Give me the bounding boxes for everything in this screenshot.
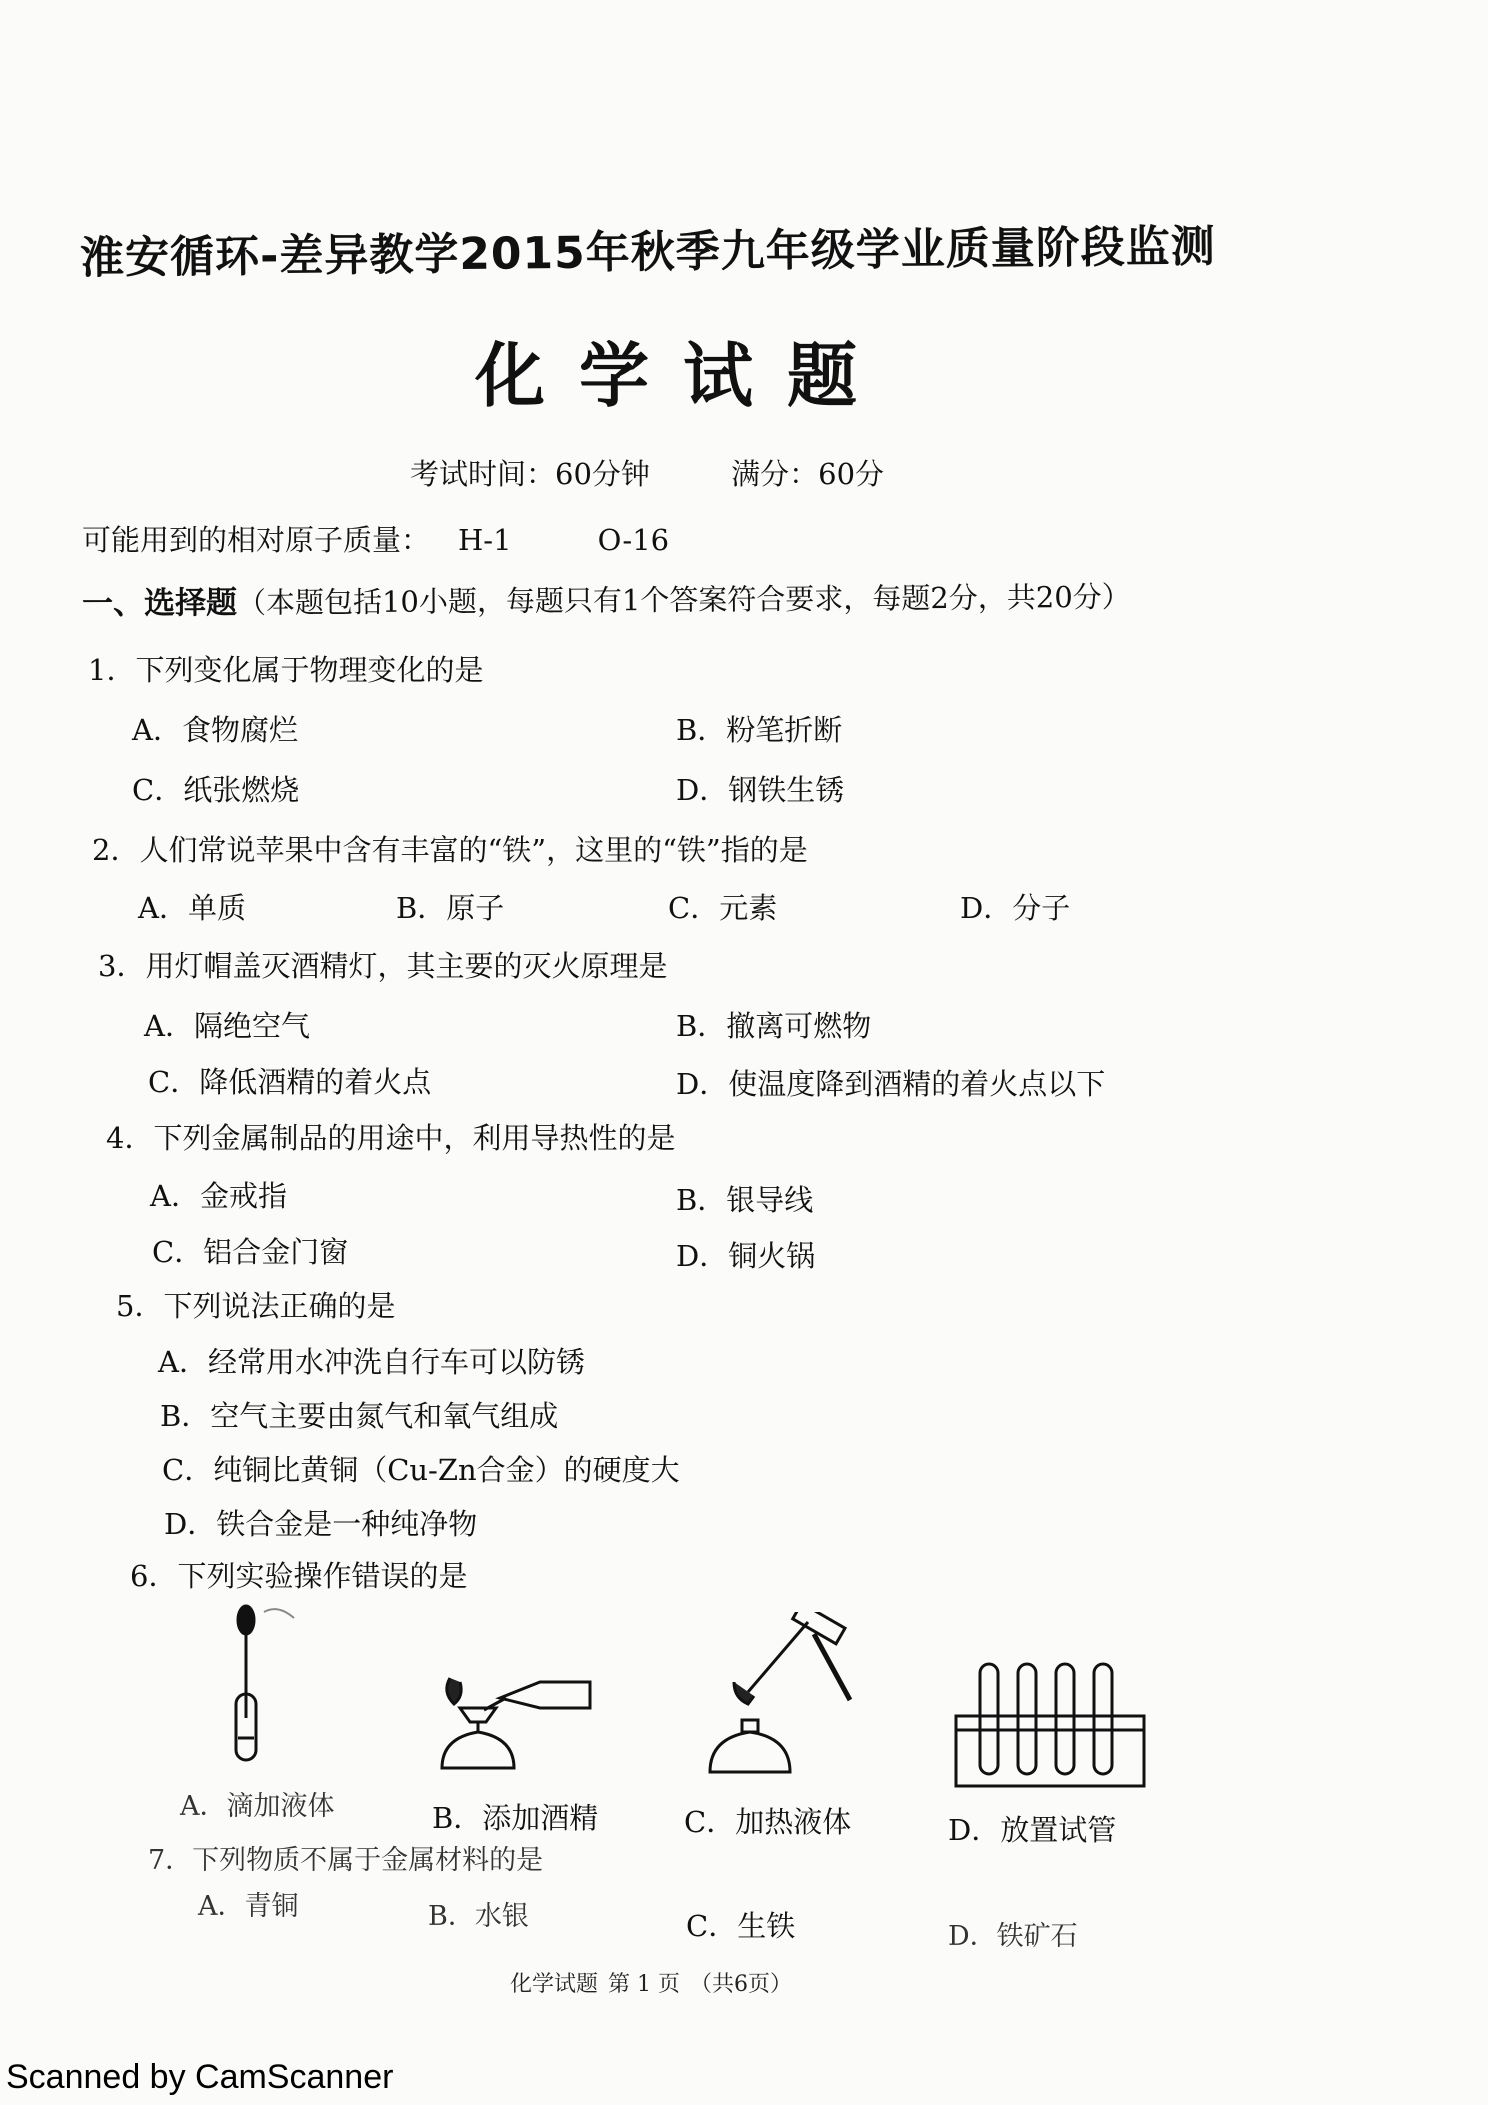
- page-footer: [510, 1967, 802, 1998]
- question-option: D．铁矿石: [948, 1921, 1078, 1952]
- footer-total: （共6页）: [690, 1972, 792, 1997]
- question-stem: 7．下列物质不属于金属材料的是: [148, 1845, 544, 1876]
- exam-header-title: 淮安循环-差异教学2015年秋季九年级学业质量阶段监测: [79, 221, 1216, 284]
- exam-meta: [410, 452, 956, 493]
- question-stem: 1．下列变化属于物理变化的是: [88, 653, 484, 687]
- question-stem: 2．人们常说苹果中含有丰富的“铁”，这里的“铁”指的是: [92, 833, 808, 867]
- question-option: A．隔绝空气: [144, 1009, 310, 1043]
- figure-caption: D．放置试管: [948, 1813, 1117, 1847]
- question-option: D．使温度降到酒精的着火点以下: [676, 1067, 1106, 1101]
- figure-caption: C．加热液体: [684, 1805, 852, 1839]
- question-stem: 3．用灯帽盖灭酒精灯，其主要的灭火原理是: [98, 949, 668, 983]
- question-stem: 6．下列实验操作错误的是: [130, 1559, 468, 1593]
- footer-subject: 化学试题: [510, 1972, 599, 1997]
- atomic-mass-h: H-1: [458, 523, 512, 557]
- section-title: 一、选择题: [81, 584, 238, 622]
- question-option: D．分子: [960, 891, 1071, 925]
- question-option: A．金戒指: [150, 1179, 287, 1213]
- question-option: B．水银: [428, 1901, 529, 1932]
- full-score: 满分：60分: [731, 457, 885, 491]
- question-option: C．铝合金门窗: [152, 1235, 349, 1269]
- question-option: C．纸张燃烧: [132, 773, 300, 807]
- question-option: A．经常用水冲洗自行车可以防锈: [158, 1345, 585, 1379]
- question-option: A．食物腐烂: [132, 713, 298, 747]
- figure-caption: B．添加酒精: [432, 1801, 599, 1835]
- dropper-figure: [200, 1598, 310, 1768]
- heating-liquid-figure: [690, 1612, 860, 1782]
- question-option: B．原子: [396, 891, 505, 925]
- atomic-mass-label: 可能用到的相对原子质量：: [82, 523, 431, 557]
- question-stem: 5．下列说法正确的是: [116, 1289, 396, 1323]
- section-desc: （本题包括10小题，每题只有1个答案符合要求，每题2分，共20分）: [236, 579, 1131, 620]
- question-option: D．铜火锅: [676, 1239, 816, 1273]
- question-option: B．银导线: [676, 1183, 814, 1217]
- question-option: C．生铁: [686, 1909, 796, 1943]
- question-stem: 4．下列金属制品的用途中，利用导热性的是: [106, 1121, 676, 1155]
- question-option: C．降低酒精的着火点: [148, 1065, 432, 1099]
- test-tube-rack-figure: [950, 1660, 1150, 1790]
- question-option: C．纯铜比黄铜（Cu-Zn合金）的硬度大: [162, 1453, 680, 1487]
- atomic-mass-line: [82, 518, 669, 559]
- question-option: B．空气主要由氮气和氧气组成: [160, 1399, 559, 1433]
- section-heading: [82, 571, 1131, 623]
- footer-page: 第 1 页: [608, 1972, 680, 1997]
- question-option: D．钢铁生锈: [676, 773, 845, 807]
- question-option: A．单质: [138, 891, 246, 925]
- figure-caption: A．滴加液体: [180, 1791, 335, 1822]
- adding-alcohol-figure: [420, 1658, 600, 1778]
- question-option: C．元素: [668, 891, 778, 925]
- exam-time: 考试时间：60分钟: [410, 457, 650, 491]
- question-option: A．青铜: [198, 1891, 299, 1922]
- exam-subject-title: 化学试题: [475, 335, 891, 417]
- atomic-mass-o: O-16: [597, 523, 670, 557]
- question-option: D．铁合金是一种纯净物: [164, 1507, 478, 1541]
- scanner-watermark: Scanned by CamScanner: [6, 2058, 394, 2096]
- question-option: B．撤离可燃物: [676, 1009, 872, 1043]
- question-option: B．粉笔折断: [676, 713, 843, 747]
